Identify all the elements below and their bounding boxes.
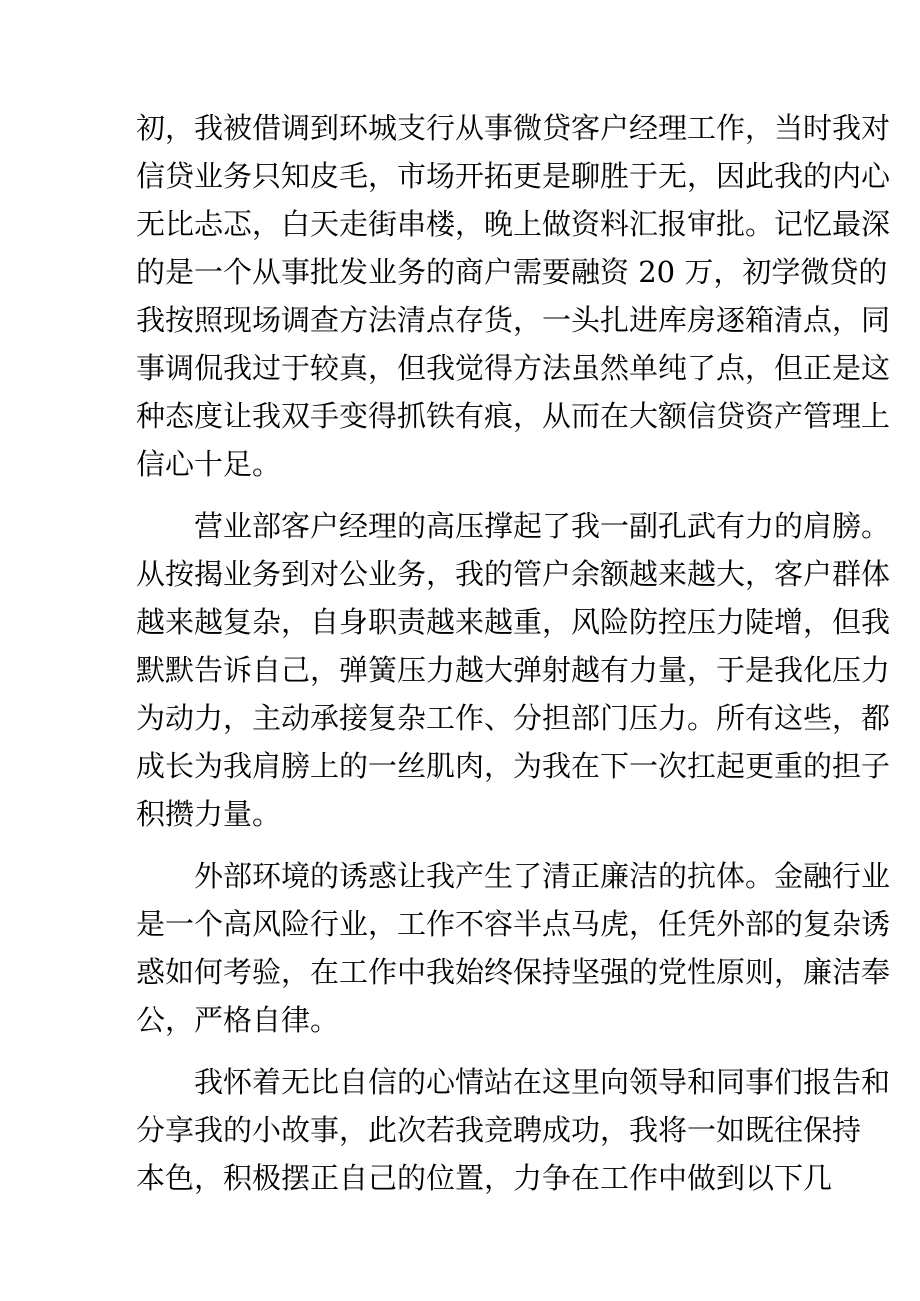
text-line: 信贷业务只知皮毛，市场开拓更是聊胜于无，因此我的内心 (136, 159, 891, 193)
paragraph-1 (136, 104, 891, 488)
document-body (136, 104, 891, 1216)
text-line: 信心十足。 (136, 447, 282, 481)
text-line: 越来越复杂，自身职责越来越重，风险防控压力陡增，但我 (136, 605, 891, 639)
text-line: 无比忐忑，白天走街串楼，晚上做资料汇报审批。记忆最深 (136, 207, 891, 241)
text-line: 成长为我肩膀上的一丝肌肉，为我在下一次扛起更重的担子 (136, 749, 891, 783)
paragraph-4 (136, 1058, 891, 1202)
text-line: 为动力，主动承接复杂工作、分担部门压力。所有这些，都 (136, 701, 891, 735)
text-line: 本色，积极摆正自己的位置，力争在工作中做到以下几 (136, 1161, 833, 1195)
text-line: 积攒力量。 (136, 797, 282, 831)
paragraph-2 (136, 502, 891, 838)
text-line: 分享我的小故事，此次若我竞聘成功，我将一如既往保持 (136, 1113, 862, 1147)
text-line: 初，我被借调到环城支行从事微贷客户经理工作，当时我对 (136, 111, 891, 145)
text-line: 是一个高风险行业，工作不容半点马虎，任凭外部的复杂诱 (136, 907, 891, 941)
text-line: 从按揭业务到对公业务，我的管户余额越来越大，客户群体 (136, 557, 891, 591)
paragraph-3 (136, 852, 891, 1044)
text-line: 事调侃我过于较真，但我觉得方法虽然单纯了点，但正是这 (136, 351, 891, 385)
text-line: 我按照现场调查方法清点存货，一头扎进库房逐箱清点，同 (136, 303, 891, 337)
text-line: 营业部客户经理的高压撑起了我一副孔武有力的肩膀。 (194, 509, 891, 543)
text-line: 外部环境的诱惑让我产生了清正廉洁的抗体。金融行业 (194, 859, 891, 893)
text-line: 默默告诉自己，弹簧压力越大弹射越有力量，于是我化压力 (136, 653, 891, 687)
text-line: 种态度让我双手变得抓铁有痕，从而在大额信贷资产管理上 (136, 399, 891, 433)
text-line: 的是一个从事批发业务的商户需要融资 20 万，初学微贷的 (136, 255, 888, 289)
text-line: 惑如何考验，在工作中我始终保持坚强的党性原则，廉洁奉 (136, 955, 891, 989)
text-line: 公，严格自律。 (136, 1003, 340, 1037)
text-line: 我怀着无比自信的心情站在这里向领导和同事们报告和 (194, 1065, 891, 1099)
